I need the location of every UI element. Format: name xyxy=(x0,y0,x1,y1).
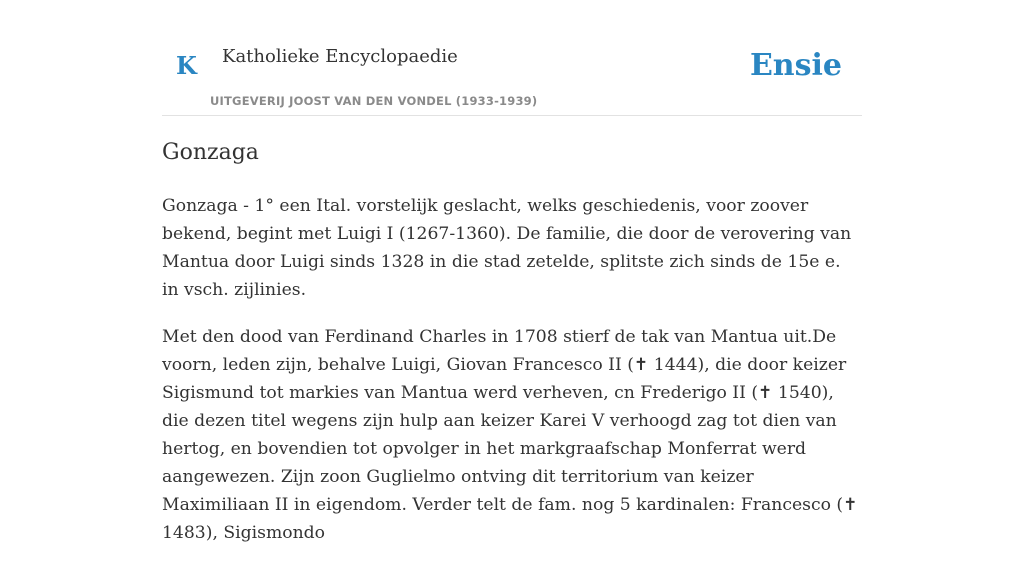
page-title: Gonzaga xyxy=(162,140,259,165)
brand-logo-link[interactable]: Ensie xyxy=(749,48,842,83)
article-paragraph: Gonzaga - 1° een Ital. vorstelijk geslacht, welks geschiedenis, voor zoover bekend, begint met Luigi I (1267-1360). De familie, die door de verovering van Mantua door Luigi sinds 1328 in die stad zetelde, splitste zich sinds de 15e e. in vsch. zijlinies. xyxy=(162,196,852,300)
encyclopedia-title[interactable]: Katholieke Encyclopaedie xyxy=(222,46,458,67)
site-header xyxy=(162,0,862,116)
article-paragraph: Met den dood van Ferdinand Charles in 1708 stierf de tak van Mantua uit.De voorn, leden zijn, behalve Luigi, Giovan Francesco II (✝ 1444), die door keizer Sigismund tot markies van Mantua werd verheven, cn Frederigo II (✝ 1540), die dezen titel wegens zijn hulp aan keizer Karei V verhoogd zag tot dien van hertog, en bovendien tot opvolger in het markgraafschap Monferrat werd aangewezen. Zijn zoon Guglielmo ontving dit territorium van keizer Maximiliaan II in eigendom. Verder telt de fam. nog 5 kardinalen: Francesco (✝ 1483), Sigismondo xyxy=(162,327,858,543)
article-body xyxy=(162,192,862,566)
publisher-subtitle: UITGEVERIJ JOOST VAN DEN VONDEL (1933-1939) xyxy=(210,94,538,108)
site-logo[interactable]: K xyxy=(176,51,197,80)
page-container xyxy=(162,0,862,543)
